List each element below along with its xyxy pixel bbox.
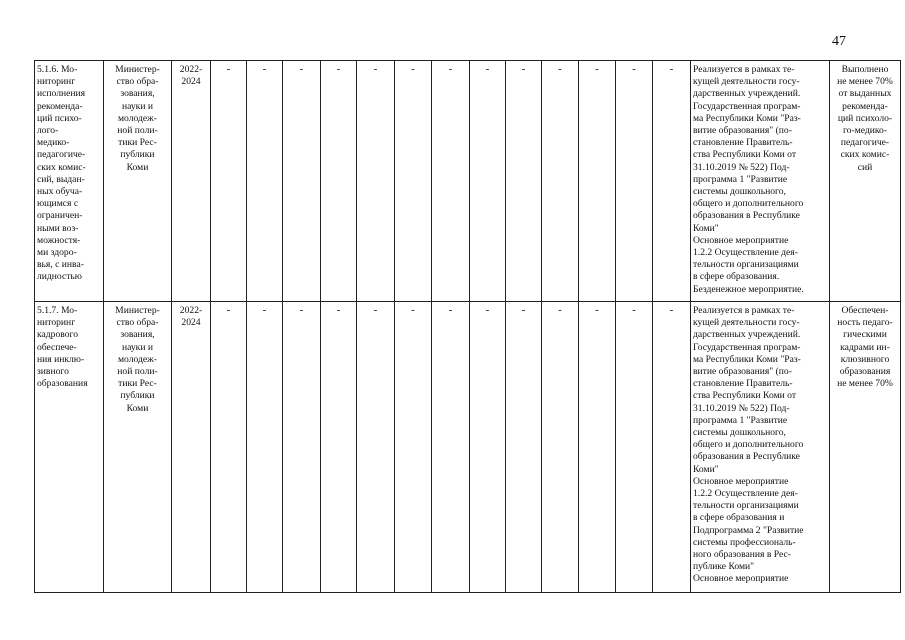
page-number: 47	[832, 34, 846, 49]
text-line: ства Республики Коми от	[693, 390, 797, 402]
text-line: ной поли-	[117, 366, 158, 378]
text-line: 1.2.2 Осуществление дея-	[693, 247, 798, 259]
text-line: ограничен-	[37, 210, 83, 222]
text-line: 2022-	[179, 64, 203, 75]
text-line: образования	[37, 378, 88, 390]
text-line: науки и	[121, 341, 154, 353]
text-line: образования в Республике	[693, 451, 800, 463]
dash-mark: -	[262, 304, 267, 316]
text-line: Выполнено	[841, 64, 889, 75]
text-line: общего и дополнительного	[693, 198, 804, 210]
text-line: ства Республики Коми от	[693, 149, 797, 161]
funding-cell	[211, 61, 247, 302]
text-line: клюзивного	[840, 353, 890, 365]
text-line: тельности организациями	[693, 500, 799, 512]
implementation-note-cell	[691, 302, 830, 593]
expected-result-cell	[830, 302, 901, 593]
text-line: ных обуча-	[37, 186, 83, 198]
dash-mark: -	[595, 304, 599, 316]
dash-mark: -	[336, 304, 341, 316]
dash-mark: -	[632, 304, 636, 316]
text-line: системы дошкольного,	[693, 427, 786, 439]
funding-cell	[616, 302, 653, 593]
dash-mark: -	[558, 304, 562, 316]
funding-cell	[247, 61, 283, 302]
text-line: Коми"	[693, 222, 719, 234]
text-line: витие образования" (по-	[693, 125, 792, 137]
text-line: ющимся с	[37, 198, 79, 210]
text-line: тики Рес-	[118, 378, 157, 390]
text-line: Основное мероприятие	[693, 573, 789, 585]
text-line: зования,	[120, 329, 155, 341]
text-line: Реализуется в рамках те-	[693, 64, 795, 75]
funding-cell	[321, 61, 357, 302]
text-line: Подпрограмма 2 "Развитие	[693, 524, 804, 536]
funding-cell	[579, 302, 616, 593]
text-line: рекоменда-	[37, 100, 83, 112]
text-line: зивного	[37, 366, 69, 378]
text-line: Государственная програм-	[693, 100, 801, 112]
funding-cell	[321, 302, 357, 593]
text-line: можностя-	[37, 234, 81, 246]
dash-mark: -	[373, 304, 378, 316]
dash-mark: -	[226, 63, 231, 75]
text-line: 2024	[181, 76, 201, 88]
text-line: ниторинг	[37, 317, 76, 329]
text-line: ного образования в Рес-	[693, 549, 791, 561]
text-line: витие образования" (по-	[693, 366, 792, 378]
text-line: становление Правитель-	[693, 378, 793, 390]
text-line: гическими	[843, 329, 887, 341]
text-line: 2022-	[179, 305, 203, 316]
measure-number-cell	[35, 302, 104, 593]
dash-mark: -	[669, 63, 674, 75]
text-line: становление Правитель-	[693, 137, 793, 149]
text-line: ций психо-	[37, 112, 82, 124]
dash-mark: -	[262, 63, 267, 75]
text-line: кущей деятельности госу-	[693, 76, 800, 88]
text-line: Коми"	[693, 463, 719, 475]
text-line: Государственная програм-	[693, 341, 801, 353]
text-line: ских комис-	[37, 161, 86, 173]
funding-cell	[653, 61, 691, 302]
text-line: программа 1 "Развитие	[693, 414, 788, 426]
text-line: кадрового	[37, 329, 79, 341]
text-line: образования в Республике	[693, 210, 800, 222]
dash-mark: -	[595, 63, 599, 75]
dash-mark: -	[373, 63, 378, 75]
funding-cell	[506, 302, 542, 593]
text-line: ными воз-	[37, 222, 79, 234]
text-line: Безденежное мероприятие.	[693, 283, 804, 295]
text-line: ство обра-	[116, 76, 159, 88]
expected-result-cell	[830, 61, 901, 302]
table-row	[35, 61, 901, 302]
text-line: педагогиче-	[840, 137, 890, 149]
funding-cell	[211, 302, 247, 593]
text-line: ций психоло-	[837, 112, 893, 124]
executor-cell	[104, 61, 172, 302]
dash-mark: -	[485, 304, 490, 316]
text-line: дарственных учреждений.	[693, 88, 801, 100]
text-line: Основное мероприятие	[693, 475, 789, 487]
text-line: не менее 70%	[837, 378, 893, 390]
funding-cell	[542, 302, 579, 593]
dash-mark: -	[411, 304, 415, 316]
text-line: ниторинг	[37, 76, 76, 88]
text-line: науки и	[121, 100, 154, 112]
funding-cell	[357, 61, 395, 302]
dash-mark: -	[336, 63, 341, 75]
funding-cell	[432, 61, 470, 302]
dash-mark: -	[299, 63, 304, 75]
text-line: программа 1 "Развитие	[693, 173, 788, 185]
text-line: не менее 70%	[837, 76, 893, 88]
text-line: педагогиче-	[37, 149, 86, 161]
measures-table	[34, 60, 901, 593]
dash-mark: -	[411, 63, 415, 75]
text-line: ми здоро-	[37, 247, 77, 259]
text-line: Коми	[126, 402, 149, 414]
funding-cell	[506, 61, 542, 302]
text-line: ма Республики Коми "Раз-	[693, 112, 801, 124]
text-line: ность педаго-	[837, 317, 893, 329]
text-line: публики	[120, 149, 155, 161]
years-cell	[172, 302, 211, 593]
dash-mark: -	[558, 63, 562, 75]
dash-mark: -	[485, 63, 490, 75]
text-line: рекоменда-	[842, 100, 888, 112]
text-line: лого-	[37, 125, 59, 137]
funding-cell	[283, 61, 321, 302]
text-line: в сфере образования.	[693, 271, 780, 283]
funding-cell	[395, 61, 432, 302]
text-line: 31.10.2019 № 522) Под-	[693, 161, 790, 173]
funding-cell	[616, 61, 653, 302]
funding-cell	[470, 302, 506, 593]
text-line: го-медико-	[842, 125, 888, 137]
dash-mark: -	[448, 304, 453, 316]
text-line: исполнения	[37, 88, 86, 100]
text-line: системы профессиональ-	[693, 536, 796, 548]
text-line: Обеспечен-	[841, 305, 889, 316]
text-line: общего и дополнительного	[693, 439, 804, 451]
funding-cell	[395, 302, 432, 593]
years-cell	[172, 61, 211, 302]
text-line: дарственных учреждений.	[693, 329, 801, 341]
text-line: Коми	[126, 161, 149, 173]
text-line: ния инклю-	[37, 353, 85, 365]
text-line: Министер-	[115, 64, 160, 75]
executor-cell	[104, 302, 172, 593]
funding-cell	[542, 61, 579, 302]
funding-cell	[579, 61, 616, 302]
text-line: 5.1.6. Мо-	[37, 64, 78, 75]
text-line: от выданных	[838, 88, 892, 100]
text-line: Министер-	[115, 305, 160, 316]
dash-mark: -	[521, 63, 526, 75]
text-line: 5.1.7. Мо-	[37, 305, 78, 316]
text-line: тики Рес-	[118, 137, 157, 149]
text-line: образования	[839, 366, 891, 378]
text-line: медико-	[37, 137, 70, 149]
dash-mark: -	[521, 304, 526, 316]
text-line: вья, с инва-	[37, 259, 84, 271]
text-line: Основное мероприятие	[693, 234, 789, 246]
dash-mark: -	[632, 63, 636, 75]
text-line: публике Коми"	[693, 561, 755, 573]
text-line: ство обра-	[116, 317, 159, 329]
funding-cell	[653, 302, 691, 593]
text-line: 31.10.2019 № 522) Под-	[693, 402, 790, 414]
text-line: лидностью	[37, 271, 82, 283]
dash-mark: -	[299, 304, 304, 316]
text-line: молодеж-	[117, 112, 157, 124]
funding-cell	[432, 302, 470, 593]
text-line: ских комис-	[840, 149, 890, 161]
text-line: сий, выдан-	[37, 173, 85, 185]
dash-mark: -	[226, 304, 231, 316]
text-line: ма Республики Коми "Раз-	[693, 353, 801, 365]
funding-cell	[283, 302, 321, 593]
funding-cell	[357, 302, 395, 593]
text-line: публики	[120, 390, 155, 402]
implementation-note-cell	[691, 61, 830, 302]
text-line: 1.2.2 Осуществление дея-	[693, 488, 798, 500]
text-line: в сфере образования и	[693, 512, 785, 524]
dash-mark: -	[448, 63, 453, 75]
dash-mark: -	[669, 304, 674, 316]
text-line: системы дошкольного,	[693, 186, 786, 198]
text-line: обеспече-	[37, 341, 77, 353]
text-line: 2024	[181, 317, 201, 329]
funding-cell	[470, 61, 506, 302]
text-line: Реализуется в рамках те-	[693, 305, 795, 316]
text-line: тельности организациями	[693, 259, 799, 271]
measure-number-cell	[35, 61, 104, 302]
text-line: молодеж-	[117, 353, 157, 365]
funding-cell	[247, 302, 283, 593]
text-line: кадрами ин-	[840, 341, 890, 353]
text-line: ной поли-	[117, 125, 158, 137]
text-line: зования,	[120, 88, 155, 100]
text-line: кущей деятельности госу-	[693, 317, 800, 329]
table-row	[35, 302, 901, 593]
text-line: сий	[857, 161, 873, 173]
